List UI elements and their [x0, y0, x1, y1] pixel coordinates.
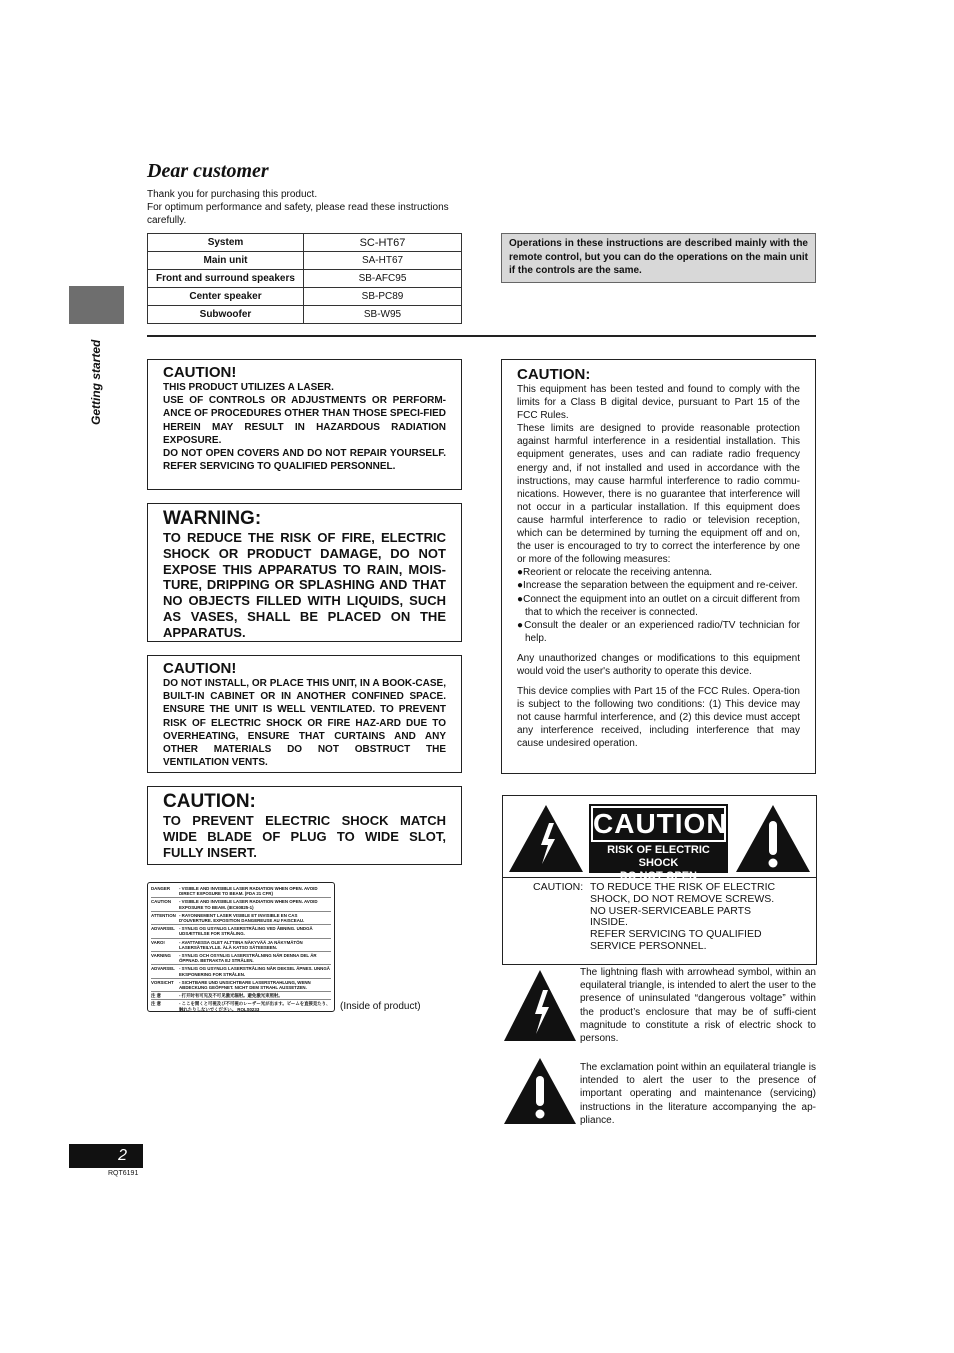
table-cell-value: SB-W95 [304, 306, 462, 324]
table-cell-key: Subwoofer [148, 306, 304, 324]
caution-banner-title: CAUTION [591, 806, 726, 842]
exclamation-warning-icon [734, 803, 812, 874]
fcc-bullet: ●Increase the separation between the equipment and re-ceiver. [517, 580, 798, 592]
caution-symbol-line: NO USER-SERVICEABLE PARTS [590, 904, 752, 917]
table-cell-key: Center speaker [148, 288, 304, 306]
caution-install-text: DO NOT INSTALL, OR PLACE THIS UNIT, IN A BOOK-CASE, BUILT-IN CABINET OR IN ANOTHER CONFINED SPACE. ENSURE THE UNIT IS WELL VENTILATED. TO PREVENT RISK OF ELECTRIC SHOCK OR FIRE HAZ-ARD DUE TO OVERHEATING, ENSURE THAT CURTAINS AND ANY OTHER MATERIALS DO NOT OBSTRUCT THE VENTILATION VENTS. [163, 678, 446, 769]
section-label: Getting started [89, 339, 103, 425]
table-row [148, 288, 462, 306]
label-row-text: - ここを開くと可視及び不可視のレーザー光が出ます。ビームを直接見たり、触れたりしないでください。 RQLS0233 [179, 1001, 331, 1012]
caution-symbol-line: REFER SERVICING TO QUALIFIED [590, 928, 762, 941]
fcc-paragraph-4: This device complies with Part 15 of the FCC Rules. Opera-tion is subject to the following two conditions: (1) This device may not cause harmful interference, and (2) this device must accept any interference received, including interference that may cause undesired operation. [517, 686, 800, 750]
table-cell-key: Front and surround speakers [148, 270, 304, 288]
caution-install-box [147, 655, 462, 773]
model-table [147, 233, 462, 324]
caution-symbol-line: INSIDE. [590, 916, 628, 929]
label-row-key: VARO! [151, 939, 165, 945]
label-row-text: - SYNLIG OG USYNLIG LASERSTRÅLING NÅR DEKSEL ÅPNES. UNNGÅ EKSPONERING FOR STRÅLEN. [179, 966, 330, 977]
caution-symbol-line: SHOCK, DO NOT REMOVE SCREWS. [590, 892, 775, 905]
label-row-key: ADVARSEL [151, 926, 175, 932]
label-row [151, 992, 331, 1000]
fcc-bullet: ●Consult the dealer or an experienced radio/TV technician for help. [517, 619, 800, 644]
table-row [148, 252, 462, 270]
lightning-symbol-icon [502, 968, 578, 1043]
table-row [148, 234, 462, 252]
label-row-text: - VISIBLE AND INVISIBLE LASER RADIATION WHEN OPEN. AVOID EXPOSURE TO BEAM. (IEC60825-1) [179, 899, 318, 910]
label-row-key: 注 意 [151, 993, 162, 999]
caution-laser-line3: DO NOT OPEN COVERS AND DO NOT REPAIR YOURSELF. REFER SERVICING TO QUALIFIED PERSONNEL. [163, 448, 446, 473]
table-cell-value: SC-HT67 [304, 234, 462, 252]
caution-plug-text: TO PREVENT ELECTRIC SHOCK MATCH WIDE BLADE OF PLUG TO WIDE SLOT, FULLY INSERT. [163, 813, 446, 860]
label-caption: (Inside of product) [340, 1001, 421, 1012]
label-row-key: VORSICHT [151, 979, 174, 985]
label-row [151, 925, 331, 938]
fcc-paragraph-3: Any unauthorized changes or modifications to this equipment would void the user's authority to operate this device. [517, 652, 800, 677]
label-row [151, 885, 331, 898]
fcc-paragraph-2: These limits are designed to provide reasonable protection against harmful interference in a residential installation. This equipment generates, uses and can radiate radio frequency energy and, if not installed and used in accordance with the instructions, may cause harmful interference to radio commu-nications. However, there is no guarantee that interference will not occur in a particular installation. If this equipment does cause harmful interference to radio or television reception, which can be determined by turning the equipment off and on, the user is encouraged to try to correct the interference by one or more of the following measures: [517, 423, 800, 566]
fcc-heading: CAUTION: [517, 366, 591, 383]
fcc-caution-box [501, 359, 816, 774]
label-row [151, 939, 331, 952]
label-row-key: VARNING [151, 953, 171, 959]
label-row-text: - RAYONNEMENT LASER VISIBLE ET INVISIBLE EN CAS D'OUVERTURE. EXPOSITION DANGEREUSE AU FAISCEAU. [179, 912, 305, 924]
label-row [151, 952, 331, 965]
table-cell-key: Main unit [148, 252, 304, 270]
label-row [151, 965, 331, 978]
label-row-text: - VISIBLE AND INVISIBLE LASER RADIATION WHEN OPEN. AVOID DIRECT EXPOSURE TO BEAM. (FDA 21 CFR) [179, 886, 318, 897]
fcc-bullet: ●Connect the equipment into an outlet on a circuit different from that to which the receiver is connected. [517, 593, 800, 618]
intro-line-2: For optimum performance and safety, please read these instructions carefully. [147, 202, 449, 226]
warning-heading: WARNING: [163, 508, 262, 529]
caution-laser-line1: THIS PRODUCT UTILIZES A LASER. [163, 382, 334, 393]
label-row-text: - 打开时有可见及不可见激光辐射。避免激光束照射。 [179, 993, 283, 999]
intro-line-1: Thank you for purchasing this product. [147, 189, 318, 200]
label-row-text: - SYNLIG OCH OSYNLIG LASERSTRÅLNING NÄR DENNA DEL ÄR ÖPPNAD. BETRAKTA EJ STRÅLEN. [179, 953, 317, 964]
caution-laser-line2: USE OF CONTROLS OR ADJUSTMENTS OR PERFORM-ANCE OF PROCEDURES OTHER THAN THOSE SPECI-FIED HEREIN MAY RESULT IN HAZARDOUS RADIATION EXPOSURE. [163, 395, 446, 446]
caution-laser-box [147, 359, 462, 490]
exclamation-symbol-icon [502, 1056, 578, 1126]
table-cell-value: SB-AFC95 [304, 270, 462, 288]
warning-text: TO REDUCE THE RISK OF FIRE, ELECTRIC SHOCK OR PRODUCT DAMAGE, DO NOT EXPOSE THIS APPARATUS TO RAIN, MOIS-TURE, DRIPPING OR SPLASHING AND THAT NO OBJECTS FILLED WITH LIQUIDS, SUCH AS VASES, SHALL BE PLACED ON THE APPARATUS. [163, 530, 446, 640]
label-row [151, 1000, 331, 1012]
label-row-text: - AVATTAESSA OLET ALTTIINA NÄKYVÄÄ JA NÄKYMÄTÖN LASERSÄTEILYLLE. ÄLÄ KATSO SÄTEESEEN. [179, 939, 303, 950]
caution-laser-heading: CAUTION! [163, 364, 237, 381]
caution-symbol-line: TO REDUCE THE RISK OF ELECTRIC [590, 881, 776, 893]
caution-plug-box [147, 786, 462, 865]
fcc-bullet: ●Reorient or relocate the receiving antenna. [517, 567, 713, 579]
operations-note: Operations in these instructions are described mainly with the remote control, but you can do the operations on the main unit if the controls are the same. [501, 233, 816, 283]
label-row [151, 979, 331, 992]
label-row-text: - SICHTBARE UND UNSICHTBARE LASERSTRAHLUNG, WENN ABDECKUNG GEÖFFNET. NICHT DEM STRAHL AUSSETZEN. [179, 979, 311, 991]
document-code: RQT6191 [108, 1170, 139, 1177]
label-row-key: 注 意 [151, 1001, 162, 1007]
label-row-key: ATTENTION [151, 912, 176, 918]
caution-symbol-line: SERVICE PERSONNEL. [590, 939, 707, 952]
caution-symbol-text [533, 882, 775, 953]
lightning-description: The lightning flash with arrowhead symbol, within an equilateral triangle, is intended to alert the user to the presence of uninsulated “dangerous voltage” within the product’s enclosure that may be of suffi-cient magnitude to constitute a risk of electric shock to persons. [580, 967, 816, 1045]
warning-box [147, 503, 462, 642]
laser-warning-label [147, 882, 335, 1012]
caution-banner-line1: RISK OF ELECTRIC SHOCK [607, 844, 710, 869]
page-title: Dear customer [147, 160, 269, 182]
caution-plug-heading: CAUTION: [163, 791, 256, 812]
label-row [151, 898, 331, 911]
caution-banner [589, 804, 728, 882]
table-row [148, 306, 462, 324]
label-row-key: CAUTION [151, 899, 172, 905]
intro-text [147, 188, 467, 227]
lightning-warning-icon [507, 803, 585, 874]
table-cell-value: SB-PC89 [304, 288, 462, 306]
section-tab [69, 286, 124, 324]
exclamation-description: The exclamation point within an equilateral triangle is intended to alert the user to the presence of important operating and maintenance (servicing) instructions in the literature accompanying the ap-pliance. [580, 1062, 816, 1126]
caution-banner-line2: DO NOT OPEN [619, 870, 697, 882]
table-cell-key: System [148, 234, 304, 252]
fcc-paragraph-1: This equipment has been tested and found to comply with the limits for a Class B digital device, pursuant to Part 15 of the FCC Rules. [517, 384, 800, 422]
label-row-key: DANGER [151, 886, 171, 891]
label-row-key: ADVARSEL [151, 966, 175, 972]
table-cell-value: SA-HT67 [304, 252, 462, 270]
page-number: 2 [69, 1144, 143, 1168]
label-row [151, 912, 331, 925]
label-row-text: - SYNLIG OG USYNLIG LASERSTRÅLING VED ÅBNING. UNDGÅ UDSÆTTELSE FOR STRÅLING. [179, 926, 313, 937]
caution-symbol-label: CAUTION: [533, 881, 584, 893]
divider [147, 335, 816, 337]
table-row [148, 270, 462, 288]
caution-install-heading: CAUTION! [163, 660, 237, 677]
